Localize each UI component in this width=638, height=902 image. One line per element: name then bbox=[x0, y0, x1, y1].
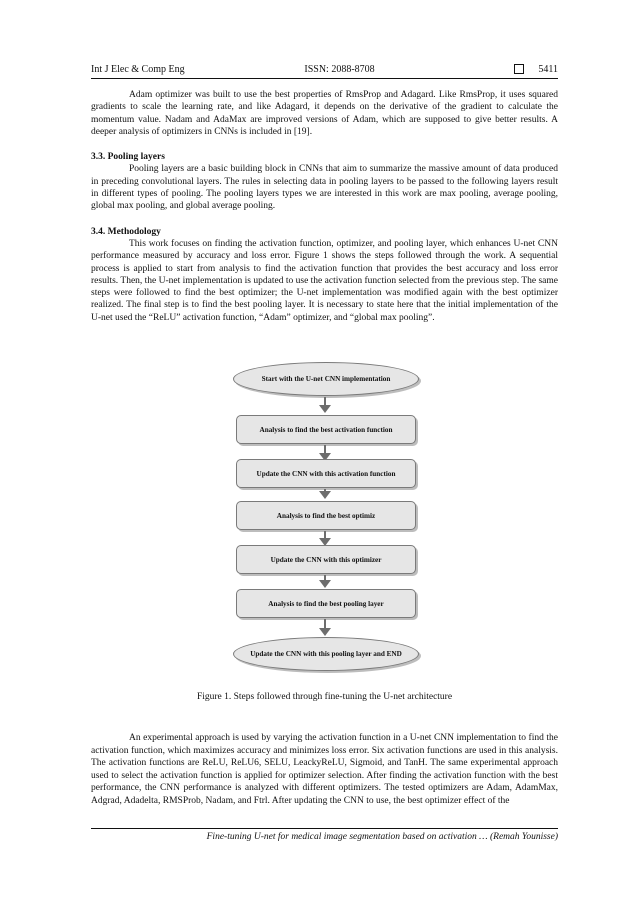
page-number-group bbox=[412, 64, 558, 75]
page-footer: Fine-tuning U-net for medical image segmentation based on activation … (Remah Younisse) bbox=[206, 832, 558, 842]
arrow-down-icon bbox=[319, 405, 331, 413]
square-box-icon bbox=[514, 64, 524, 74]
flow-step-end: Update the CNN with this pooling layer and END bbox=[233, 637, 419, 671]
arrow-down-icon bbox=[319, 580, 331, 588]
issn: ISSN: 2088-8708 bbox=[304, 63, 375, 75]
paragraph-adam: Adam optimizer was built to use the best properties of RmsProp and Adagard. Like RmsProp, it uses squared gradients to scale the learning rate, and like Adagard, it depends on the derivative of the gradient to calculate the momentum value. Nadam and AdaMax are improved versions of Adam, which are supposed to give better results. A deeper analysis of optimizers in CNNs is included in [19]. bbox=[91, 90, 558, 137]
arrow-down-icon bbox=[319, 628, 331, 636]
heading-pooling-layers: 3.3. Pooling layers bbox=[91, 152, 165, 163]
paragraph-methodology: This work focuses on finding the activation function, optimizer, and pooling layer, which enhances U-net CNN performance measured by accuracy and loss error. Figure 1 shows the steps followed through the work. A sequential process is applied to start from analysis to find the activation function that provides the best accuracy and loss error results. Then, the U-net implementation is updated to use the activation function selected from the previous step. The same steps were followed to find the best optimizer; the U-net implementation was modified again with the best optimizer realized. The final step is to find the best pooling layer. It is necessary to state here that the initial implementation of the U-net used the “ReLU” activation function, “Adam” optimizer, and “global max pooling”. bbox=[91, 238, 558, 323]
paragraph-pooling: Pooling layers are a basic building block in CNNs that aim to summarize the massive amount of data produced in preceding convolutional layers. The rules in selecting data in pooling layers to be passed to the following layers result in different types of pooling. The pooling layers types we are interested in this work are max pooling, average pooling, global max pooling, and global average pooling. bbox=[91, 164, 558, 212]
header-rule bbox=[91, 78, 558, 79]
flow-step-analysis-activation: Analysis to find the best activation function bbox=[236, 415, 416, 444]
footer-rule bbox=[91, 828, 558, 829]
main-text bbox=[91, 89, 558, 324]
flow-step-update-activation: Update the CNN with this activation function bbox=[236, 459, 416, 488]
journal-name: Int J Elec & Comp Eng bbox=[91, 63, 185, 75]
page-number: 5411 bbox=[538, 63, 559, 75]
flow-step-start: Start with the U-net CNN implementation bbox=[233, 362, 419, 396]
arrow-down-icon bbox=[319, 491, 331, 499]
flow-step-analysis-pooling: Analysis to find the best pooling layer bbox=[236, 589, 416, 618]
figure-caption: Figure 1. Steps followed through fine-tuning the U-net architecture bbox=[196, 692, 453, 702]
flowchart-figure bbox=[233, 362, 419, 677]
flow-step-analysis-optimizer: Analysis to find the best optimiz bbox=[236, 501, 416, 530]
paragraph-experimental: An experimental approach is used by varying the activation function in a U-net CNN implementation to find the activation function, which maximizes accuracy and minimizes loss error. Six activation functions are used in this analysis. The activation functions are ReLU, ReLU6, SELU, LeackyReLU, Sigmoid, and TanH. The same experimental approach used to select the activation function is applied for optimizer selection. After finding the activation function with the best performance, the CNN performance is analyzed with different optimizers. The tested optimizers are Adam, AdamMax, Adgrad, Adadelta, RMSProb, Nadam, and Ftrl. After updating the CNN to use, the best optimizer effect of the bbox=[91, 733, 558, 806]
flow-step-update-optimizer: Update the CNN with this optimizer bbox=[236, 545, 416, 574]
body-text-lower bbox=[91, 732, 558, 808]
page-header bbox=[91, 62, 558, 76]
heading-methodology: 3.4. Methodology bbox=[91, 226, 161, 237]
